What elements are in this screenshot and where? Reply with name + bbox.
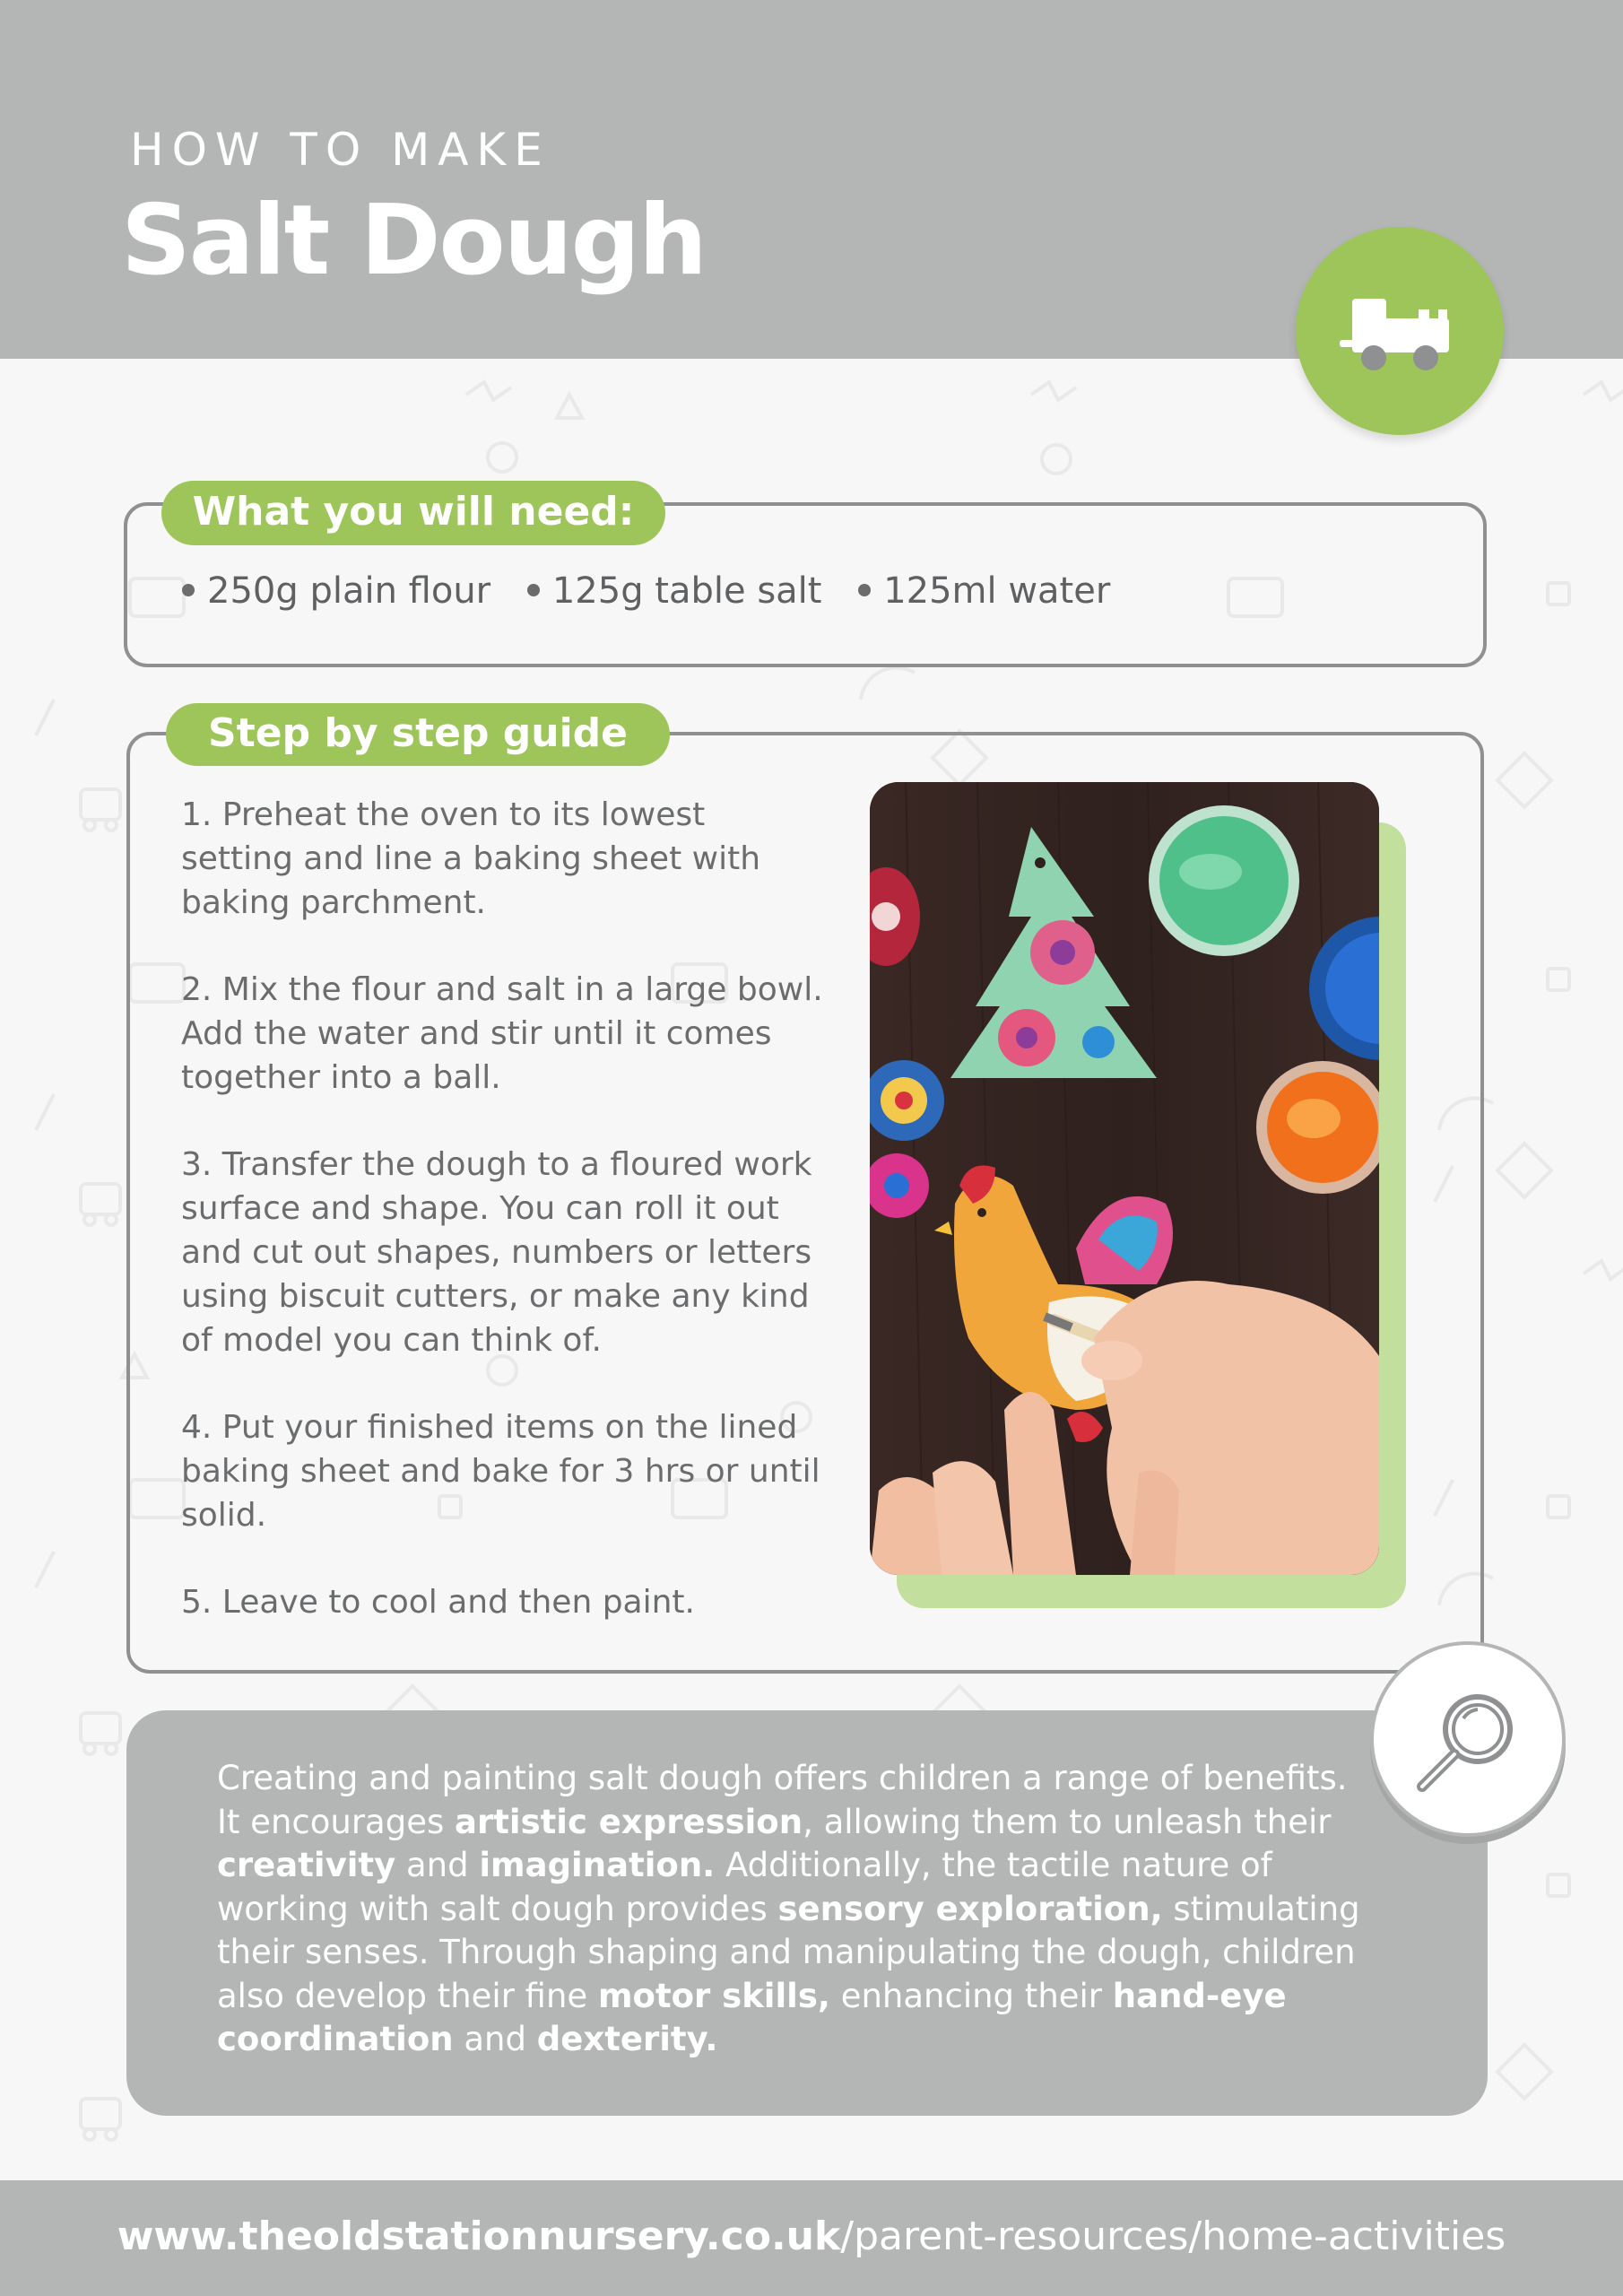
- page-title: Salt Dough: [121, 185, 706, 297]
- benefits-text-3: and: [395, 1846, 480, 1884]
- benefits-text: [217, 1757, 1374, 2062]
- train-badge: [1296, 227, 1504, 435]
- benefits-text-5: stimulating their senses. Through shaping and manipulating the dough, children also develop their fine: [217, 1889, 1360, 2015]
- benefits-text-4: Additionally, the tactile nature of working with salt dough provides: [217, 1846, 1272, 1928]
- benefits-panel: [126, 1710, 1488, 2116]
- footer-domain: www.theoldstationnursery.co.uk: [117, 2213, 841, 2259]
- bullet-icon: [527, 584, 540, 596]
- benefit-dexterity: dexterity.: [536, 2020, 718, 2058]
- magnifier-badge: [1370, 1641, 1566, 1837]
- benefit-artistic-expression: artistic expression: [455, 1802, 803, 1841]
- benefits-text-7: and: [453, 2020, 537, 2058]
- footer-url[interactable]: [0, 2213, 1623, 2259]
- benefit-sensory-exploration: sensory exploration,: [777, 1889, 1163, 1928]
- benefit-imagination: imagination.: [479, 1846, 716, 1884]
- needs-item-salt: 125g table salt: [551, 570, 822, 612]
- footer-path: /parent-resources/home-activities: [840, 2213, 1506, 2259]
- list-item: [858, 570, 1110, 612]
- guide-heading: Step by step guide: [166, 703, 670, 766]
- step-1: 1. Preheat the oven to its lowest setting and line a baking sheet with baking parchment.: [181, 796, 761, 921]
- needs-item-water: 125ml water: [883, 570, 1111, 612]
- benefits-text-6: enhancing their: [829, 1976, 1113, 2015]
- needs-item-flour: 250g plain flour: [207, 570, 491, 612]
- needs-heading: What you will need:: [161, 481, 665, 545]
- salt-dough-photo: [870, 782, 1379, 1575]
- step-3: 3. Transfer the dough to a floured work surface and shape. You can roll it out and cut out shapes, numbers or letters using biscuit cutters, or make any kind of model you can think of.: [181, 1146, 812, 1359]
- step-4: 4. Put your finished items on the lined baking sheet and bake for 3 hrs or until solid.: [181, 1409, 820, 1534]
- guide-steps: [181, 793, 827, 1667]
- benefit-creativity: creativity: [217, 1846, 396, 1884]
- bullet-icon: [858, 584, 871, 596]
- step-2: 2. Mix the flour and salt in a large bowl. Add the water and stir until it comes together into a ball.: [181, 971, 823, 1096]
- list-item: [527, 570, 822, 612]
- footer: [0, 2180, 1623, 2296]
- benefits-text-2: , allowing them to unleash their: [803, 1802, 1332, 1841]
- magnifier-icon: [1411, 1683, 1524, 1796]
- page-kicker: HOW TO MAKE: [130, 124, 551, 176]
- bullet-icon: [182, 584, 195, 596]
- list-item: [182, 570, 490, 612]
- benefit-hand-eye-coordination: hand-eye coordination: [217, 1976, 1287, 2058]
- train-icon: [1338, 288, 1463, 378]
- needs-list: [182, 570, 1135, 612]
- benefits-text-1: Creating and painting salt dough offers children a range of benefits. It encourages: [217, 1759, 1348, 1841]
- benefit-motor-skills: motor skills,: [597, 1976, 830, 2015]
- step-5: 5. Leave to cool and then paint.: [181, 1584, 695, 1621]
